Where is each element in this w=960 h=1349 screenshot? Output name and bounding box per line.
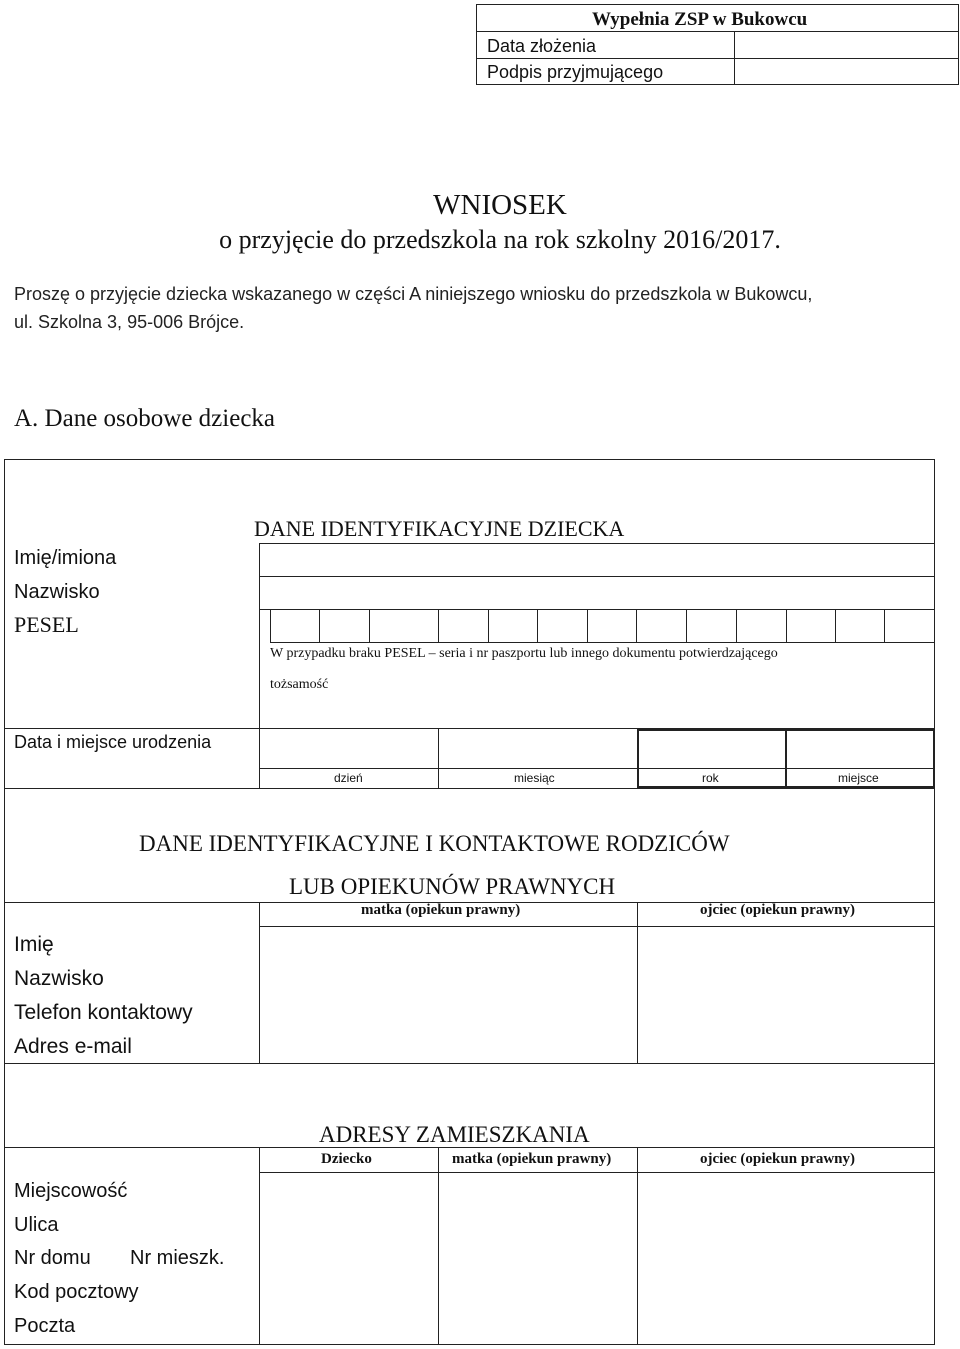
child-table-title: DANE IDENTYFIKACYJNE DZIECKA bbox=[254, 516, 625, 541]
address-city-label: Miejscowość bbox=[14, 1180, 128, 1202]
child-pesel-label: PESEL bbox=[14, 612, 79, 637]
parents-col-mother: matka (opiekun prawny) bbox=[361, 902, 521, 918]
birth-date-place-label: Data i miejsce urodzenia bbox=[14, 732, 212, 752]
document-subtitle: o przyjęcie do przedszkola na rok szkolny 2016/2017. bbox=[219, 225, 781, 254]
pesel-note-line-2: tożsamość bbox=[270, 677, 329, 692]
parent-first-name-label: Imię bbox=[14, 933, 54, 956]
addresses-col-mother: matka (opiekun prawny) bbox=[452, 1151, 612, 1167]
parent-email-label: Adres e-mail bbox=[14, 1035, 132, 1058]
address-postal-code-label: Kod pocztowy bbox=[14, 1281, 139, 1303]
parent-surname-label: Nazwisko bbox=[14, 967, 104, 990]
parents-table-title-1: DANE IDENTYFIKACYJNE I KONTAKTOWE RODZICÓW bbox=[139, 831, 730, 856]
addresses-col-father: ojciec (opiekun prawny) bbox=[700, 1151, 855, 1167]
child-surname-label: Nazwisko bbox=[14, 581, 100, 603]
address-street-label: Ulica bbox=[14, 1214, 59, 1236]
addresses-table-title: ADRESY ZAMIESZKANIA bbox=[319, 1122, 590, 1147]
addresses-table bbox=[4, 1063, 935, 1345]
section-a-heading: A. Dane osobowe dziecka bbox=[14, 405, 276, 432]
child-first-name-label: Imię/imiona bbox=[14, 547, 117, 569]
intro-line-2: ul. Szkolna 3, 95-006 Brójce. bbox=[14, 312, 245, 332]
birth-place-label: miejsce bbox=[838, 771, 879, 785]
office-box-signature-label: Podpis przyjmującego bbox=[487, 62, 664, 82]
document-title: WNIOSEK bbox=[433, 189, 567, 221]
office-box-date-label: Data złożenia bbox=[487, 36, 597, 56]
parents-col-father: ojciec (opiekun prawny) bbox=[700, 902, 855, 918]
addresses-col-child: Dziecko bbox=[321, 1151, 372, 1167]
birth-day-label: dzień bbox=[334, 771, 363, 785]
birth-month-label: miesiąc bbox=[514, 771, 555, 785]
address-post-office-label: Poczta bbox=[14, 1315, 76, 1337]
pesel-note-line-1: W przypadku braku PESEL – seria i nr paszportu lub innego dokumentu potwierdzającego bbox=[270, 646, 778, 661]
address-apt-no-label: Nr mieszk. bbox=[130, 1247, 225, 1269]
office-box-header: Wypełnia ZSP w Bukowcu bbox=[592, 9, 808, 30]
parent-phone-label: Telefon kontaktowy bbox=[14, 1001, 193, 1024]
intro-line-1: Proszę o przyjęcie dziecka wskazanego w części A niniejszego wniosku do przedszkola w Bukowcu, bbox=[14, 284, 813, 304]
address-house-no-label: Nr domu bbox=[14, 1247, 91, 1269]
pesel-input-boxes[interactable] bbox=[270, 609, 935, 643]
birth-year-label: rok bbox=[702, 771, 719, 785]
parents-table-title-2: LUB OPIEKUNÓW PRAWNYCH bbox=[289, 874, 616, 899]
